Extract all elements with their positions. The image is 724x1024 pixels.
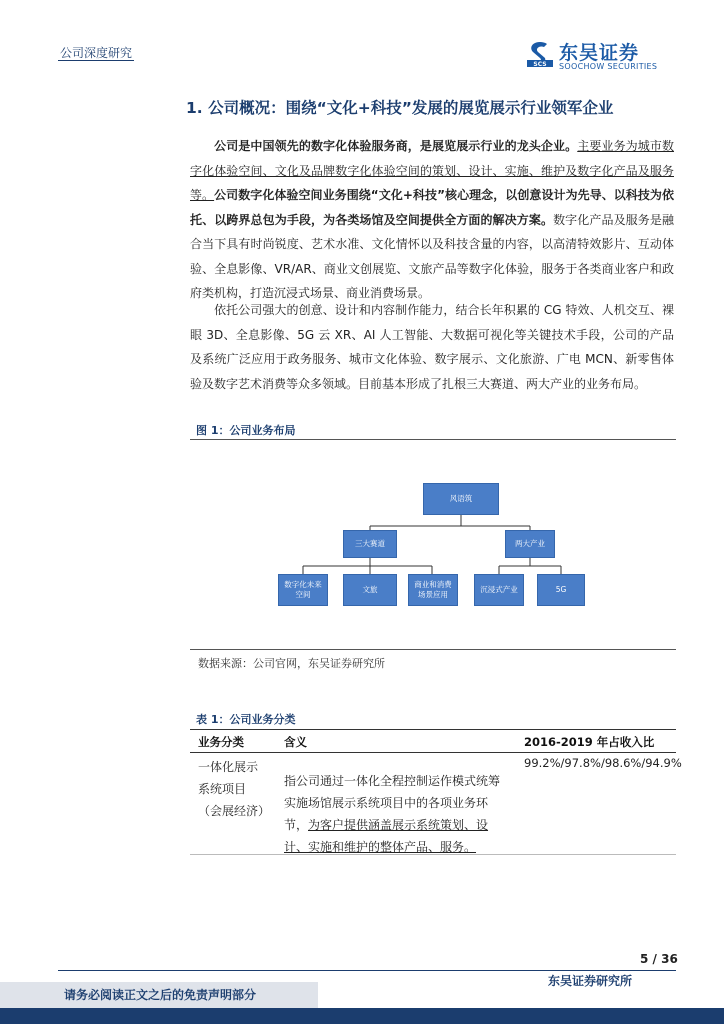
footer-organization: 东吴证券研究所	[548, 974, 633, 988]
table-cell-meaning	[284, 770, 508, 858]
table-top-rule	[190, 729, 676, 730]
node-root: 风语筑	[423, 483, 499, 515]
paragraph-company-overview	[190, 134, 674, 306]
node-two-industries: 两大产业	[505, 530, 555, 558]
diagram-connectors	[190, 440, 676, 649]
table-header-meaning: 含义	[284, 735, 307, 749]
soochow-logo-icon	[527, 40, 553, 68]
para1-bold-core: 公司数字化体验空间业务围绕“文化+科技”核心理念，以创意设计为先导、以科技为依托、以跨界总包为手段，为各类场馆及空间提供全方面的解决方案。	[190, 188, 674, 227]
company-logo	[527, 38, 677, 74]
para1-bold-lead: 公司是中国领先的数字化体验服务商，是展览展示行业的龙头企业。	[214, 139, 578, 153]
node-immersive-industry: 沉浸式产业	[474, 574, 524, 606]
table-bottom-rule	[190, 854, 676, 855]
node-culture-tourism: 文旅	[343, 574, 397, 606]
node-commercial-scenes: 商业和消费 场景应用	[408, 574, 458, 606]
svg-text:SCS: SCS	[533, 61, 547, 68]
footer-bar	[0, 1008, 724, 1024]
para1-underlined-business: 主要业务为城市数字化体验空间、文化及品牌数字化体验空间的策划、设计、实施、维护及数字化产品及服务等。	[190, 139, 674, 202]
page-number: 5 / 36	[640, 952, 678, 966]
node-digital-future-space: 数字化未来 空间	[278, 574, 328, 606]
footer-rule	[58, 970, 676, 971]
section-title: 1. 公司概况：围绕“文化+科技”发展的展览展示行业领军企业	[186, 99, 614, 117]
figure-source: 数据来源：公司官网，东吴证券研究所	[198, 657, 385, 670]
paragraph-capabilities	[190, 298, 674, 396]
meaning-part-a: 指公司通过一体化全程控制运作模式统筹实施场馆展示系统项目中的各项业务环节，	[284, 774, 501, 832]
table-header-category: 业务分类	[198, 735, 244, 749]
node-three-tracks: 三大赛道	[343, 530, 397, 558]
business-layout-diagram	[190, 440, 676, 649]
figure-bottom-rule	[190, 649, 676, 650]
table-cell-ratio: 99.2%/97.8%/98.6%/94.9%	[524, 756, 682, 770]
header-underline	[58, 60, 134, 61]
table-header-rule	[190, 752, 676, 753]
meaning-part-b-underlined: 为客户提供涵盖展示系统策划、设计、实施和维护的整体产品、服务。	[284, 818, 489, 854]
logo-chinese-name: 东吴证券	[559, 42, 640, 64]
figure-title: 图 1：公司业务布局	[196, 424, 296, 437]
table-title: 表 1：公司业务分类	[196, 713, 296, 726]
table-header-ratio: 2016-2019 年占收入比	[524, 735, 655, 749]
node-5g: 5G	[537, 574, 585, 606]
table-cell-category: 一体化展示系统项目（会展经济）	[198, 760, 271, 818]
para1-digital-products: 数字化产品及服务是融合当下具有时尚锐度、艺术水准、文化情怀以及科技含量的内容，以高清特效影片、互动体验、全息影像、VR/AR、商业文创展览、文旅产品等数字化体验，服务于各类商业客户和政府类机构，打造沉浸式场景、商业消费场景。	[190, 212, 674, 300]
para2-text: 依托公司强大的创意、设计和内容制作能力，结合长年积累的 CG 特效、人机交互、裸眼 3D、全息影像、5G 云 XR、AI 人工智能、大数据可视化等关键技术手段，公司的产品及系统广泛应用于政务服务、城市文化体验、数字展示、文化旅游、广电 MCN、新零售体验及数字艺术消费等众多领域。目前基本形成了扎根三大赛道、两大产业的业务布局。	[190, 303, 674, 391]
disclaimer-note: 请务必阅读正文之后的免责声明部分	[64, 988, 257, 1002]
logo-english-name: SOOCHOW SECURITIES	[559, 62, 658, 71]
report-type-label: 公司深度研究	[60, 46, 133, 60]
